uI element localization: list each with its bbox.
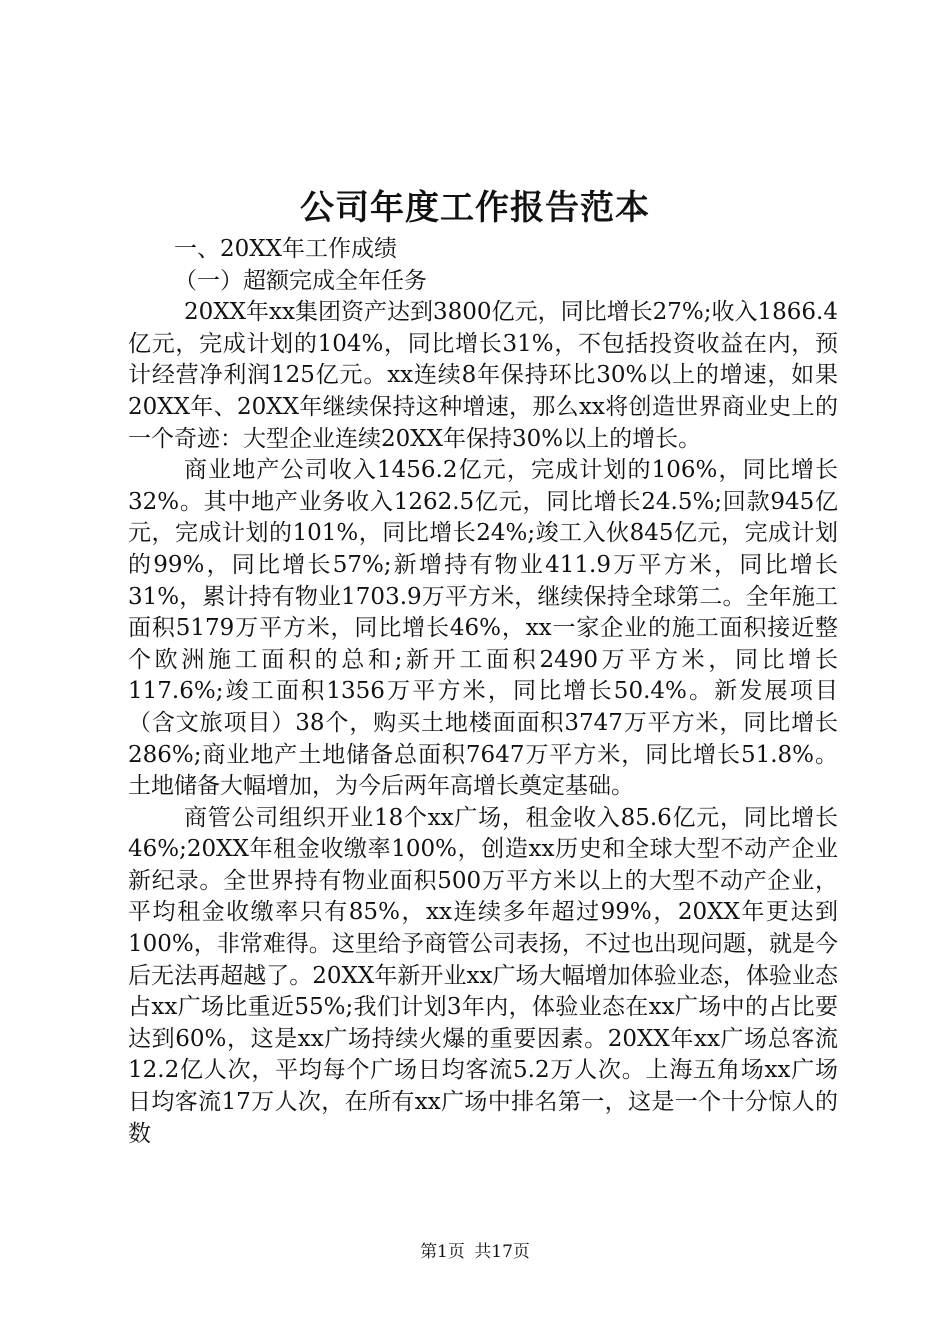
paragraph-3: 商管公司组织开业18个xx广场，租金收入85.6亿元，同比增长46%;20XX年租金收缴率100%，创造xx历史和全球大型不动产企业新纪录。全世界持有物业面积500万平方米以上的大型不动产企业，平均租金收缴率只有85%，xx连续多年超过99%，20XX年更达到100%，非常难得。这里给予商管公司表扬，不过也出现问题，就是今后无法再超越了。20XX年新开业xx广场大幅增加体验业态，体验业态占xx广场比重近55%;我们计划3年内，体验业态在xx广场中的占比要达到60%，这是xx广场持续火爆的重要因素。20XX年xx广场总客流12.2亿人次，平均每个广场日均客流5.2万人次。上海五角场xx广场日均客流17万人次，在所有xx广场中排名第一，这是一个十分惊人的数 [128,804,838,1147]
page-footer [0,1240,950,1264]
page-total: 共17页 [474,1242,530,1262]
paragraph-1: 20XX年xx集团资产达到3800亿元，同比增长27%;收入1866.4亿元，完成计划的104%，同比增长31%，不包括投资收益在内，预计经营净利润125亿元。xx连续8年保持环比30%以上的增速，如果20XX年、20XX年继续保持这种增速，那么xx将创造世界商业史上的一个奇迹：大型企业连续20XX年保持30%以上的增长。 [128,299,838,452]
subsection-heading: （一）超额完成全年任务 [174,267,427,294]
section-heading: 一、20XX年工作成绩 [174,236,398,262]
document-title: 公司年度工作报告范本 [300,188,650,228]
paragraph-2: 商业地产公司收入1456.2亿元，完成计划的106%，同比增长32%。其中地产业务收入1262.5亿元，同比增长24.5%;回款945亿元，完成计划的101%，同比增长24%;竣工入伙845亿元，完成计划的99%，同比增长57%;新增持有物业411.9万平方米，同比增长31%，累计持有物业1703.9万平方米，继续保持全球第二。全年施工面积5179万平方米，同比增长46%，xx一家企业的施工面积接近整个欧洲施工面积的总和;新开工面积2490万平方米，同比增长117.6%;竣工面积1356万平方米，同比增长50.4%。新发展项目（含文旅项目）38个，购买土地楼面面积3747万平方米，同比增长286%;商业地产土地储备总面积7647万平方米，同比增长51.8%。土地储备大幅增加，为今后两年高增长奠定基础。 [128,457,838,800]
document-body [128,234,838,1150]
page-number: 第1页 [420,1242,465,1262]
